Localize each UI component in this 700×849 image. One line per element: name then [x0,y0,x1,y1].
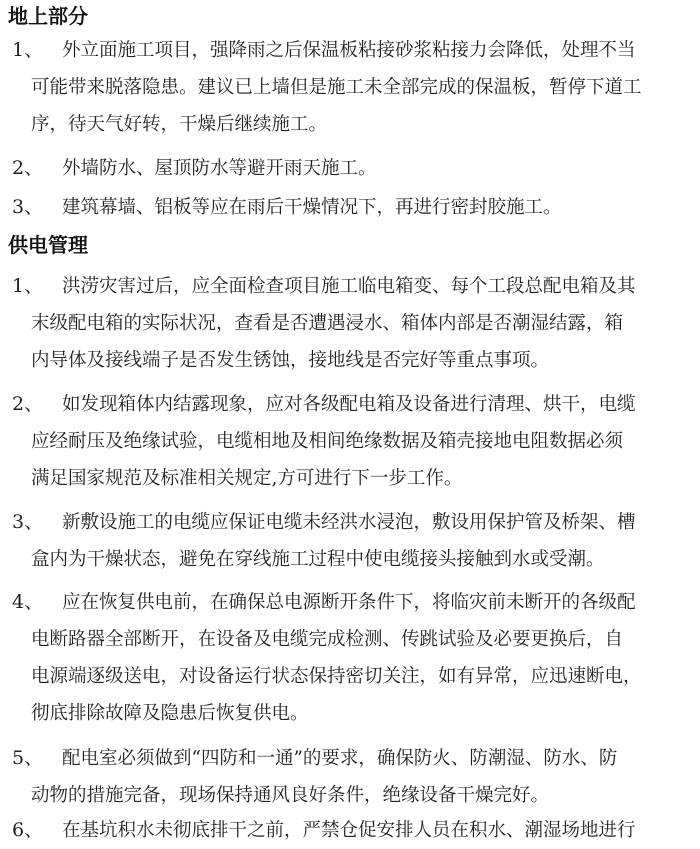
list-item-number: 3、 [12,196,44,218]
text-line: 可能带来脱落隐患。建议已上墙但是施工未全部完成的保温板，暂停下道工 [31,77,642,98]
text-line: 外墙防水、屋顶防水等避开雨天施工。 [62,158,377,179]
list-item-number: 1、 [12,275,44,297]
list-item-text [0,812,700,849]
text-line: 电源端逐级送电，对设备运行状态保持密切关注，如有异常，应迅速断电， [31,666,642,687]
text-line: 建筑幕墙、铝板等应在雨后干燥情况下，再进行密封胶施工。 [62,197,562,218]
list-item-number: 5、 [12,747,44,769]
text-line: 电断路器全部断开，在设备及电缆完成检测、传跳试验及必要更换后，自 [31,629,624,650]
list-item-text [0,150,700,187]
text-line: 如发现箱体内结露现象，应对各级配电箱及设备进行清理、烘干，电缆 [62,394,636,415]
list-item-number: 6、 [12,819,44,841]
list-item-number: 2、 [12,393,44,415]
text-line: 彻底排除故障及隐患后恢复供电。 [31,703,309,724]
list-item-number: 4、 [12,591,44,613]
list-item-text [0,740,700,814]
text-line: 在基坑积水未彻底排干之前，严禁仓促安排人员在积水、潮湿场地进行 [62,820,636,841]
text-line: 洪涝灾害过后，应全面检查项目施工临电箱变、每个工段总配电箱及其 [62,276,636,297]
list-item-number: 3、 [12,511,44,533]
text-line: 内导体及接线端子是否发生锈蚀，接地线是否完好等重点事项。 [31,350,550,371]
list-item-text [0,32,700,143]
list-item-number: 2、 [12,157,44,179]
text-line: 配电室必须做到“四防和一通”的要求，确保防火、防潮湿、防水、防 [62,748,618,769]
text-line: 盒内为干燥状态，避免在穿线施工过程中使电缆接头接触到水或受潮。 [31,549,605,570]
text-line: 应在恢复供电前，在确保总电源断开条件下，将临灾前未断开的各级配 [62,592,636,613]
text-line: 动物的措施完备，现场保持通风良好条件，绝缘设备干燥完好。 [31,785,550,806]
list-item-text [0,584,700,732]
text-line: 外立面施工项目，强降雨之后保温板粘接砂浆粘接力会降低，处理不当 [62,40,636,61]
section-heading-above-ground: 地上部分 [8,4,88,28]
list-item-text [0,504,700,578]
list-item-text [0,386,700,497]
text-line: 序，待天气好转，干燥后继续施工。 [31,114,328,135]
text-line: 新敷设施工的电缆应保证电缆未经洪水浸泡，敷设用保护管及桥架、槽 [62,512,636,533]
text-line: 应经耐压及绝缘试验，电缆相地及相间绝缘数据及箱壳接地电阻数据必须 [31,431,624,452]
text-line: 满足国家规范及标准相关规定,方可进行下一步工作。 [31,468,463,489]
list-item-number: 1、 [12,39,44,61]
text-line: 末级配电箱的实际状况，查看是否遭遇浸水、箱体内部是否潮湿结露，箱 [31,313,624,334]
list-item-text [0,268,700,379]
section-heading-power-management: 供电管理 [8,233,88,257]
list-item-text [0,189,700,226]
